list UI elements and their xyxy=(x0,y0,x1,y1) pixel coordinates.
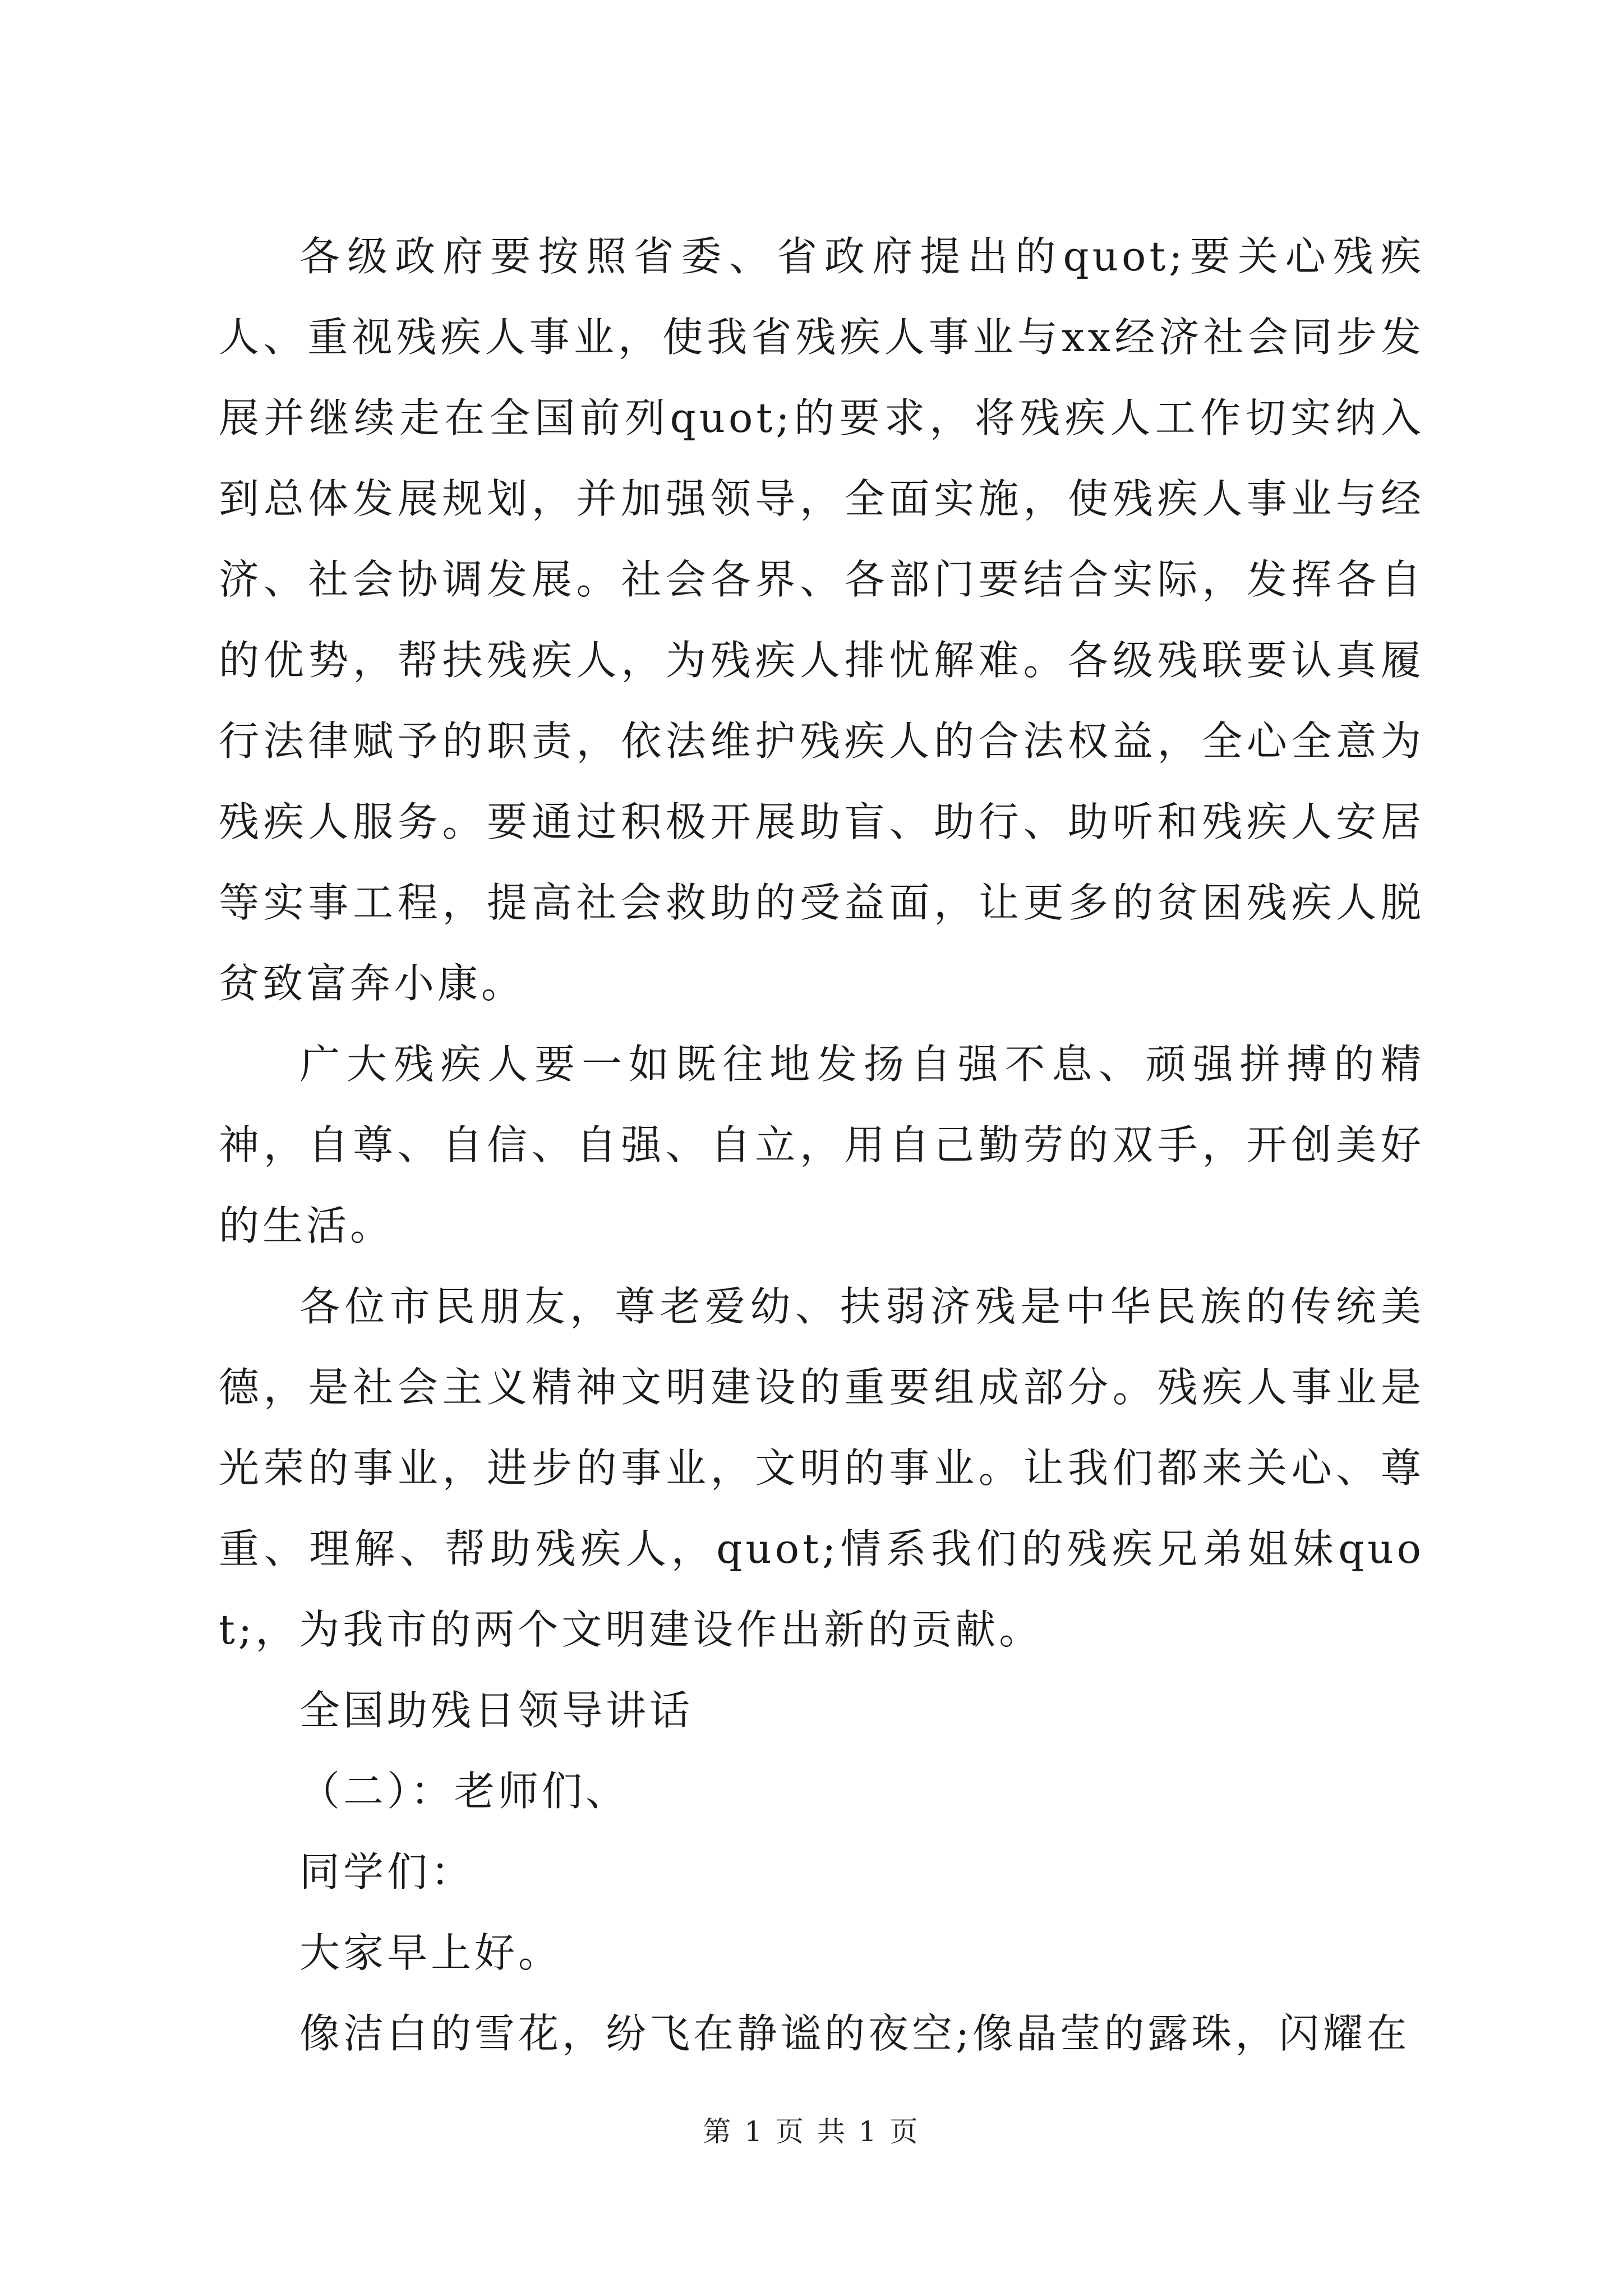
document-body xyxy=(219,216,1424,2074)
speech-greeting: 大家早上好。 xyxy=(299,1929,562,1976)
speech-salutation: 同学们： xyxy=(299,1848,475,1895)
paragraph-government: 各级政府要按照省委、省政府提出的quot;要关心残疾人、重视残疾人事业，使我省残疾人事业与xx经济社会同步发展并继续走在全国前列quot;的要求，将残疾人工作切实纳入到总体发展规划，并加强领导，全面实施，使残疾人事业与经济、社会协调发展。社会各界、各部门要结合实际，发挥各自的优势，帮扶残疾人，为残疾人排忧解难。各级残联要认真履行法律赋予的职责，依法维护残疾人的合法权益，全心全意为残疾人服务。要通过积极开展助盲、助行、助听和残疾人安居等实事工程，提高社会救助的受益面，让更多的贫困残疾人脱贫致富奔小康。 xyxy=(219,233,1424,1007)
speech-opening-line: 像洁白的雪花，纷飞在静谧的夜空;像晶莹的露珠，闪耀在 xyxy=(299,2010,1410,2057)
paragraph-citizens: 各位市民朋友，尊老爱幼、扶弱济残是中华民族的传统美德，是社会主义精神文明建设的重要组成部分。残疾人事业是光荣的事业，进步的事业，文明的事业。让我们都来关心、尊重、理解、帮助残疾人，quot;情系我们的残疾兄弟姐妹quot;，为我市的两个文明建设作出新的贡献。 xyxy=(219,1283,1424,1653)
page-number-footer: 第 1 页 共 1 页 xyxy=(703,2115,920,2148)
paragraph-disabled-persons: 广大残疾人要一如既往地发扬自强不息、顽强拼搏的精神，自尊、自信、自强、自立，用自己勤劳的双手，开创美好的生活。 xyxy=(219,1041,1424,1249)
speech-section-heading: （二）：老师们、 xyxy=(299,1768,630,1815)
speech-title: 全国助残日领导讲话 xyxy=(299,1687,694,1734)
